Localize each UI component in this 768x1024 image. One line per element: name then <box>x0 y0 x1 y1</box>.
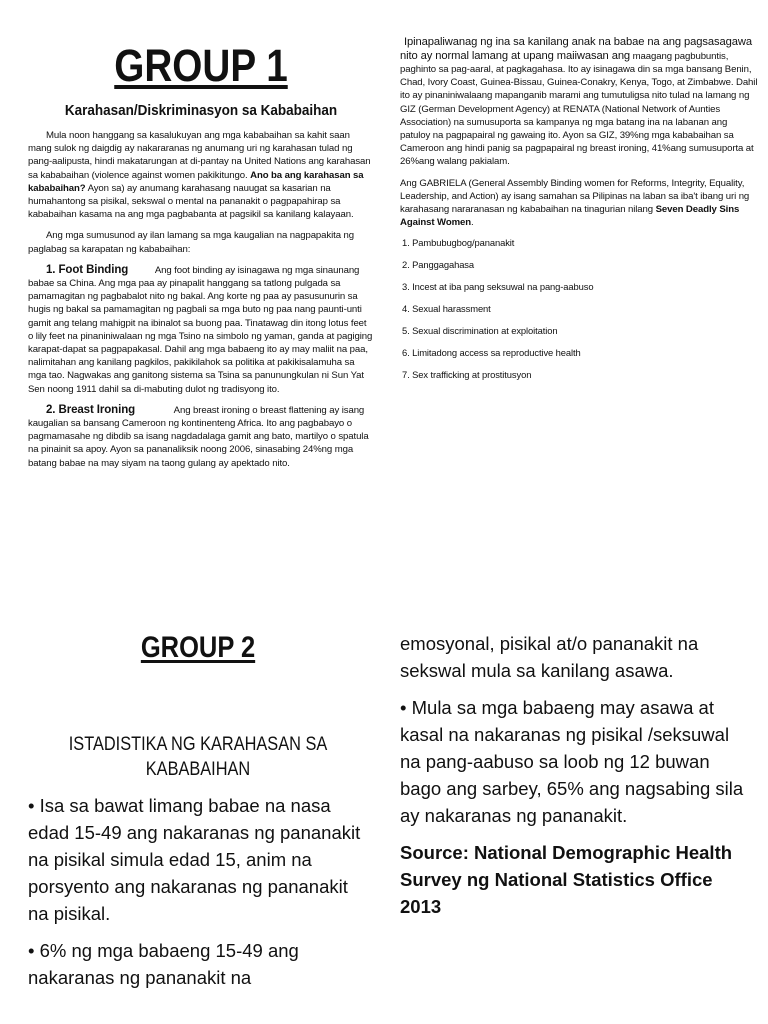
group1-intro2: Ang mga sumusunod ay ilan lamang sa mga kaugalian na nagpapakita ng paglabag sa karapatan ng kababaihan: <box>28 230 354 255</box>
stat-bullet-2: • 6% ng mga babaeng 15-49 ang nakaranas ng pananakit na <box>28 940 299 988</box>
item1-heading: 1. Foot Binding <box>46 263 129 276</box>
stat-continuation: emosyonal, pisikal at/o pananakit na sekswal mula sa kanilang asawa. <box>400 633 699 681</box>
right-paragraph-1 <box>400 36 760 169</box>
group2-subtitle: ISTADISTIKA NG KARAHASAN SA KABABAIHAN <box>68 734 328 780</box>
right-p1-lead: Ipinapaliwanag ng ina sa kanilang anak na babae na ang pagsasagawa nito ay normal lamang at upang maiiwasan ang <box>400 36 752 62</box>
list-item: 5. Sexual discrimination at exploitation <box>402 325 558 337</box>
group1-body <box>28 129 374 470</box>
group1-subtitle: Karahasan/Diskriminasyon sa Kababaihan <box>64 102 338 119</box>
stat-bullet-3: • Mula sa mga babaeng may asawa at kasal na nakaranas ng pisikal /seksuwal na pang-aabuso sa loob ng 12 buwan bago ang sarbey, 65% ang nagsabing sila ay nakaranas ng pananakit. <box>400 697 744 826</box>
source-citation: Source: National Demographic Health Survey ng National Statistics Office 2013 <box>400 842 733 917</box>
group2-right-body <box>400 630 752 920</box>
intro-text-b: Ayon sa) ay anumang karahasang nauugat sa kasarian na humahantong sa pisikal, sekswal o mental na pananakit o pagpapahirap sa kababaihan kasama na ang mga pagbabanta at pagsikil sa kanilang kalayaan. <box>28 182 354 221</box>
page2-left-column <box>28 630 368 1001</box>
document-page-2 <box>0 585 768 1024</box>
list-item: 1. Pambubugbog/pananakit <box>402 237 515 249</box>
list-item: 3. Incest at iba pang seksuwal na pang-aabuso <box>402 281 594 293</box>
group2-left-body <box>28 792 368 991</box>
seven-sins-list <box>400 237 760 381</box>
page2-right-column <box>400 630 752 930</box>
group1-intro <box>28 129 374 221</box>
intro-text-a: Mula noon hanggang sa kasalukuyan ang mga kababaihan sa kahit saan mang sulok ng daigdig ay nakararanas ng anumang uri ng karahasan tulad ng pang-aalipusta, hindi makatarungan at di-pantay na United Nations ang karahasan sa kababaihan (violence against women pakikitungo. <box>28 130 371 181</box>
page1-right-column <box>400 36 760 391</box>
list-item: 4. Sexual harassment <box>402 303 491 315</box>
right-p2-end: . <box>471 217 474 229</box>
item1-text: Ang foot binding ay isinagawa ng mga sinaunang babae sa China. Ang mga paa ay pinapalit hanggang sa tatlong pulgada sa pamamagitan ng pagbabalot nito ng bakal. Ang korte ng paa ay pasusunurin sa hugis ng bakal sa pamamagitan ng pagbali sa mga buto ng paa nang paunti-unti gamit ang telang mahigpit na ibinalot sa buong paa. Tinatawag din itong lotus feet o lily feet na pinaniniwalaan ng mga Tsino na simbolo ng yaman, ganda at pagiging karapat-dapat sa pagpapakasal. Dahil ang mga babaeng ito ay may maliit na paa, nalimitahan ang kanilang pagkilos, pakikilahok sa politika at pakikisalamuha sa mga tao. Nagwakas ang ganitong sistema sa Tsina sa panunungkulan ni Sun Yat Sen noong 1911 dahil sa di-mabuting dulot ng tradisyong ito. <box>28 264 373 395</box>
list-item: 2. Panggagahasa <box>402 259 475 271</box>
page1-left-column <box>28 40 374 478</box>
list-item: 6. Limitadong access sa reproductive health <box>402 347 581 359</box>
item-breast-ironing <box>28 404 374 470</box>
list-item: 7. Sex trafficking at prostitusyon <box>402 369 532 381</box>
group1-title: GROUP 1 <box>114 40 288 91</box>
item-foot-binding <box>28 264 374 396</box>
stat-bullet-1: • Isa sa bawat limang babae na nasa edad 15-49 ang nakaranas ng pananakit na pisikal simula edad 15, anim na porsyento ang nakaranas ng pananakit na pisikal. <box>28 795 361 924</box>
item2-text: Ang breast ironing o breast flattening ay isang kaugalian sa bansang Cameroon ng kontinenteng Africa. Ito ang pagbabayo o pagmamasahe ng dibdib sa isang nagdadalaga gamit ang bato, martilyo o spatula na pinainit sa apoy. Ayon sa pananaliksik noong 2006, sinasabing 24%ng mga batang babae na may siyam na taong gulang ay apektado nito. <box>28 404 369 469</box>
intro-question: Ano ba ang karahasan sa kababaihan? <box>28 169 364 194</box>
seven-deadly-sins-label: Seven Deadly Sins Against Women <box>400 204 740 229</box>
group2-title: GROUP 2 <box>140 631 256 664</box>
right-p2-text: Ang GABRIELA (General Assembly Binding women for Reforms, Integrity, Equality, Leadership, and Action) ay isang samahan sa Pilipinas na laban sa iba't ibang uri ng karahasang nararanasan ng kababaihan na tinagurian nilang <box>400 177 750 216</box>
right-paragraph-2 <box>400 177 760 230</box>
right-body <box>400 36 760 381</box>
right-p1-rest: maagang pagbubuntis, paghinto sa pag-aaral, at pagkagahasa. Ito ay isinagawa din sa mga bansang Benin, Chad, Ivory Coast, Guinea-Bissau, Guinea-Conakry, Kenya, Togo, at Zimbabwe. Dahil ito ay pinaniniwalaang mapanganib marami ang tumutuligsa nito tulad na lamang ng GIZ (German Development Agency) at RENATA (National Network of Aunties Association) na sumusuporta sa kampanya ng mga batang ina na labanan ang patuloy na pagpapairal ng gawaing ito. Ayon sa GIZ, 39%ng mga kababaihan sa Cameroon ang hindi panig sa pagpapairal ng breast ironing, 41%ang sumusuporta at 26%ang walang pakialam. <box>400 50 758 168</box>
item2-heading: 2. Breast Ironing <box>46 403 136 416</box>
